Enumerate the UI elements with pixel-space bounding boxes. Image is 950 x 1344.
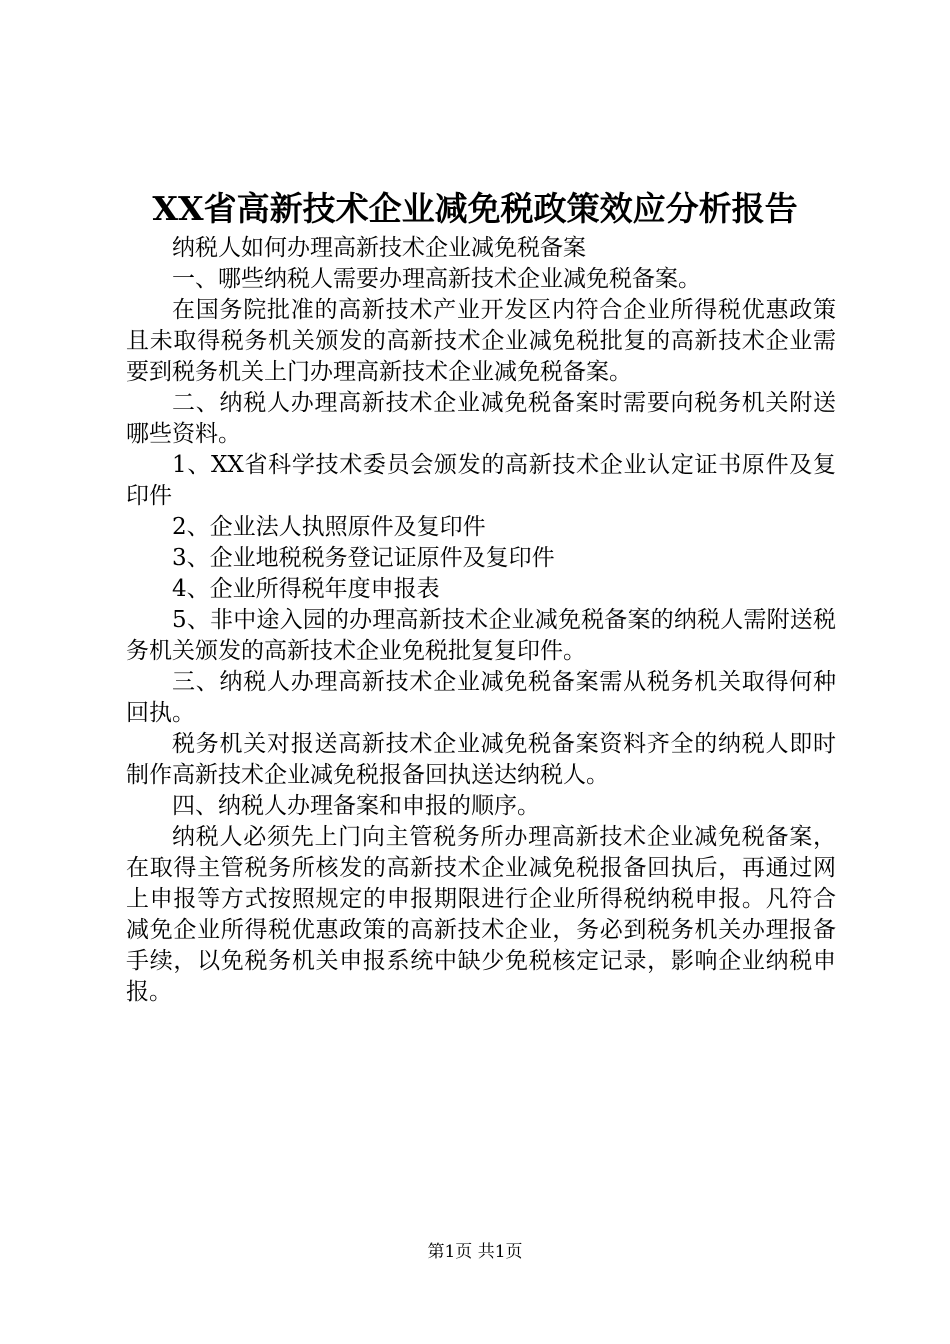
paragraph: 二、纳税人办理高新技术企业减免税备案时需要向税务机关附送哪些资料。 bbox=[126, 390, 836, 447]
paragraph: 纳税人必须先上门向主管税务所办理高新技术企业减免税备案，在取得主管税务所核发的高新技术企业减免税报备回执后，再通过网上申报等方式按照规定的申报期限进行企业所得税纳税申报。凡符合减免企业所得税优惠政策的高新技术企业，务必到税务机关办理报备手续，以免税务机关申报系统中缺少免税核定记录，影响企业纳税申报。 bbox=[126, 824, 836, 1005]
paragraph: 2、企业法人执照原件及复印件 bbox=[172, 514, 486, 540]
paragraph: 三、纳税人办理高新技术企业减免税备案需从税务机关取得何种回执。 bbox=[126, 669, 836, 726]
paragraph: 税务机关对报送高新技术企业减免税备案资料齐全的纳税人即时制作高新技术企业减免税报备回执送达纳税人。 bbox=[126, 731, 836, 788]
document-body bbox=[126, 233, 836, 1008]
paragraph: 4、企业所得税年度申报表 bbox=[172, 576, 440, 602]
paragraph: 5、非中途入园的办理高新技术企业减免税备案的纳税人需附送税务机关颁发的高新技术企业免税批复复印件。 bbox=[126, 607, 836, 664]
paragraph: 3、企业地税税务登记证原件及复印件 bbox=[172, 545, 555, 571]
paragraph: 1、XX省科学技术委员会颁发的高新技术企业认定证书原件及复印件 bbox=[126, 452, 836, 509]
page-footer: 第1页 共1页 bbox=[427, 1242, 523, 1262]
document-title: XX省高新技术企业减免税政策效应分析报告 bbox=[152, 189, 798, 228]
paragraph: 在国务院批准的高新技术产业开发区内符合企业所得税优惠政策且未取得税务机关颁发的高新技术企业减免税批复的高新技术企业需要到税务机关上门办理高新技术企业减免税备案。 bbox=[126, 297, 836, 385]
paragraph: 纳税人如何办理高新技术企业减免税备案 bbox=[172, 235, 586, 261]
paragraph: 一、哪些纳税人需要办理高新技术企业减免税备案。 bbox=[172, 266, 701, 292]
paragraph: 四、纳税人办理备案和申报的顺序。 bbox=[172, 793, 540, 819]
